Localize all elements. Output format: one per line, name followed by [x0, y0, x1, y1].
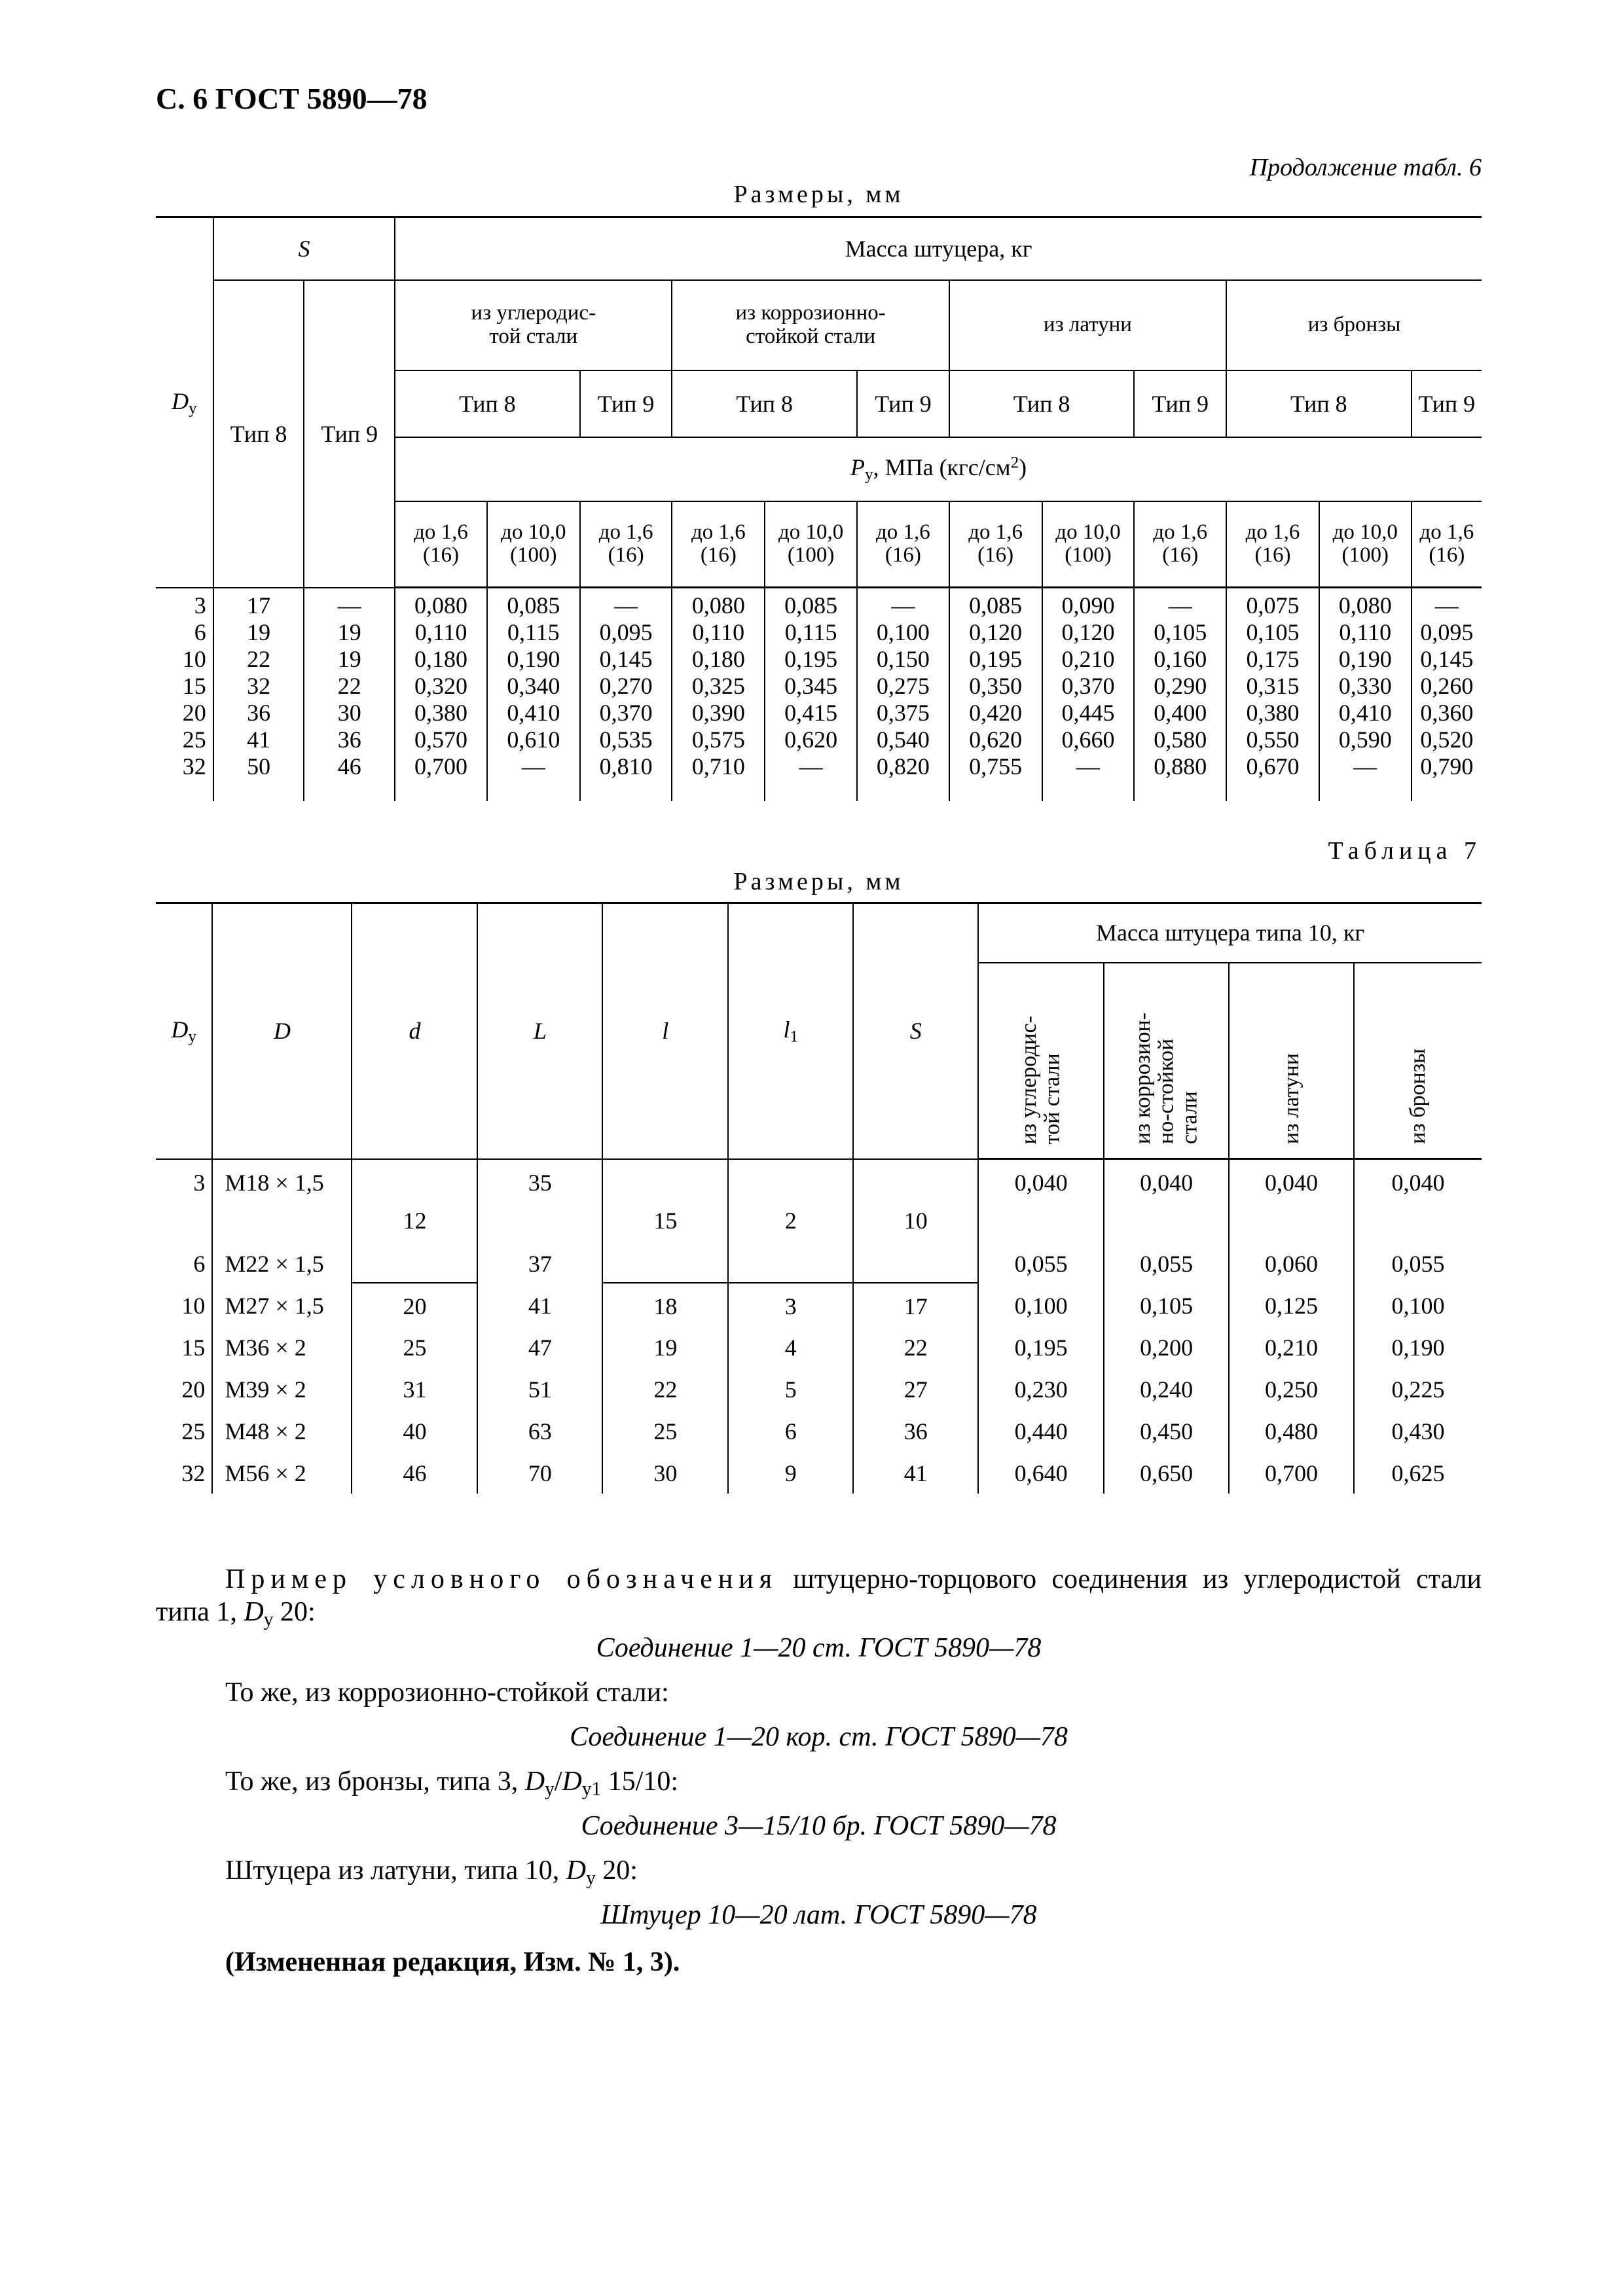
t7-header-stainless: из коррозион- но-стойкой стали	[1104, 963, 1229, 1159]
col-brass-8-100: 0,090 0,120 0,210 0,370 0,445 0,660 —	[1042, 588, 1135, 801]
cell-mass-bronze: 0,100	[1354, 1283, 1482, 1325]
table-7	[156, 902, 1482, 1494]
header-material-brass: из латуни	[949, 280, 1226, 370]
cell-L: 41	[477, 1283, 602, 1325]
example-designation-2: Соединение 1—20 кор. ст. ГОСТ 5890—78	[570, 1722, 1068, 1752]
header-p100: до 10,0 (100)	[765, 501, 857, 588]
header-pressure: $P_у$, МПа $(кгс/см^2)$	[395, 437, 1482, 501]
cell-d: 25	[352, 1325, 477, 1367]
t7-header-S: S	[853, 903, 978, 1159]
cell-dy: 10	[156, 1283, 212, 1325]
cell-l1: 6	[728, 1408, 853, 1450]
cell-D: M39 × 2	[212, 1367, 352, 1408]
table-row	[156, 1325, 1482, 1367]
cell-S: 41	[853, 1450, 978, 1494]
table-6	[156, 216, 1482, 801]
header-tip8: Тип 8	[1226, 370, 1412, 437]
cell-dy: 20	[156, 1367, 212, 1408]
header-material-carbon: из углеродис- той стали	[395, 280, 672, 370]
header-material-stainless: из коррозионно- стойкой стали	[672, 280, 949, 370]
t7-header-carbon: из углеродис- той стали	[978, 963, 1104, 1159]
cell-S: 22	[853, 1325, 978, 1367]
cell-mass-bronze: 0,190	[1354, 1325, 1482, 1367]
t7-header-dy: $D_у$	[156, 903, 212, 1159]
header-tip9: Тип 9	[857, 370, 949, 437]
t7-header-mass: Масса штуцера типа 10, кг	[978, 903, 1482, 963]
col-carbon-9-16: — 0,095 0,145 0,270 0,370 0,535 0,810	[580, 588, 672, 801]
cell-mass-carbon: 0,195	[978, 1325, 1104, 1367]
header-p16: до 1,6 (16)	[672, 501, 765, 588]
cell-l: 30	[602, 1450, 728, 1494]
header-s-tip8: Тип 8	[213, 280, 304, 588]
cell-mass-stainless: 0,240	[1104, 1367, 1229, 1408]
cell-l1: 3	[728, 1283, 853, 1325]
cell-mass-stainless: 0,450	[1104, 1408, 1229, 1450]
cell-mass-brass: 0,210	[1229, 1325, 1354, 1367]
example-line-3: То же, из бронзы, типа 3, $D_у/D_{у1}$ 15/10:	[225, 1767, 679, 1800]
table6-continuation-label: Продолжение табл. 6	[1249, 154, 1482, 181]
t7-header-D: D	[212, 903, 352, 1159]
col-brass-9-16: — 0,105 0,160 0,290 0,400 0,580 0,880	[1134, 588, 1226, 801]
col-dy-values: 3 6 10 15 20 25 32	[156, 588, 213, 801]
cell-S: 17	[853, 1283, 978, 1325]
cell-L: 37	[477, 1241, 602, 1283]
header-p16: до 1,6 (16)	[580, 501, 672, 588]
col-carbon-8-100: 0,085 0,115 0,190 0,340 0,410 0,610 —	[487, 588, 580, 801]
header-tip8: Тип 8	[672, 370, 857, 437]
col-brass-8-16: 0,085 0,120 0,195 0,350 0,420 0,620 0,755	[949, 588, 1042, 801]
cell-dy: 15	[156, 1325, 212, 1367]
col-bronze-9-16: — 0,095 0,145 0,260 0,360 0,520 0,790	[1412, 588, 1482, 801]
t7-header-l1: $l_1$	[728, 903, 853, 1159]
table-row	[156, 1450, 1482, 1494]
cell-D: M18 × 1,5	[212, 1159, 352, 1201]
t7-header-d: d	[352, 903, 477, 1159]
header-p16: до 1,6 (16)	[1412, 501, 1482, 588]
cell-mass-bronze: 0,430	[1354, 1408, 1482, 1450]
cell-mass-stainless: 0,650	[1104, 1450, 1229, 1494]
cell-L: 35	[477, 1159, 602, 1201]
cell-D: M27 × 1,5	[212, 1283, 352, 1325]
example-line-4: Штуцера из латуни, типа 10, $D_у$ 20:	[225, 1856, 638, 1889]
header-tip9: Тип 9	[1412, 370, 1482, 437]
cell-mass-carbon: 0,040	[978, 1159, 1104, 1201]
header-p16: до 1,6 (16)	[1134, 501, 1226, 588]
header-tip8: Тип 8	[395, 370, 580, 437]
table-row	[156, 1283, 1482, 1325]
example-designation-3: Соединение 3—15/10 бр. ГОСТ 5890—78	[581, 1811, 1057, 1841]
cell-D: M56 × 2	[212, 1450, 352, 1494]
header-tip8: Тип 8	[949, 370, 1135, 437]
cell-mass-brass: 0,480	[1229, 1408, 1354, 1450]
cell-l: 22	[602, 1367, 728, 1408]
cell-mass-carbon: 0,100	[978, 1283, 1104, 1325]
cell-l1: 9	[728, 1450, 853, 1494]
cell-mass-brass: 0,125	[1229, 1283, 1354, 1325]
page-header: С. 6 ГОСТ 5890—78	[156, 82, 428, 115]
header-p16: до 1,6 (16)	[857, 501, 949, 588]
example-paragraph: Пример условного обозначения штуцерно-торцового соединения из углеродистой стали типа 1, $D_у$ 20:	[156, 1564, 1482, 1630]
col-stainless-8-16: 0,080 0,110 0,180 0,325 0,390 0,575 0,710	[672, 588, 765, 801]
header-p100: до 10,0 (100)	[1319, 501, 1412, 588]
cell-L: 47	[477, 1325, 602, 1367]
table7-title: Таблица 7	[1328, 837, 1482, 865]
cell-mass-stainless: 0,055	[1104, 1241, 1229, 1283]
cell-L: 63	[477, 1408, 602, 1450]
cell-l: 25	[602, 1408, 728, 1450]
table6-units: Размеры, мм	[733, 181, 904, 208]
cell-L: 70	[477, 1450, 602, 1494]
example-designation-4: Штуцер 10—20 лат. ГОСТ 5890—78	[600, 1900, 1037, 1930]
header-p16: до 1,6 (16)	[949, 501, 1042, 588]
cell-l-merged: 15	[602, 1159, 728, 1283]
col-stainless-9-16: — 0,100 0,150 0,275 0,375 0,540 0,820	[857, 588, 949, 801]
example-designation-1: Соединение 1—20 ст. ГОСТ 5890—78	[596, 1633, 1042, 1663]
cell-L: 51	[477, 1367, 602, 1408]
header-p16: до 1,6 (16)	[395, 501, 487, 588]
header-p100: до 10,0 (100)	[487, 501, 580, 588]
cell-S: 36	[853, 1408, 978, 1450]
t7-header-L: L	[477, 903, 602, 1159]
cell-d: 31	[352, 1367, 477, 1408]
t7-header-brass: из латуни	[1229, 963, 1354, 1159]
header-material-bronze: из бронзы	[1226, 280, 1482, 370]
col-s9-values: — 19 19 22 30 36 46	[304, 588, 395, 801]
header-s: S	[213, 217, 395, 280]
t7-header-l: l	[602, 903, 728, 1159]
cell-mass-stainless: 0,040	[1104, 1159, 1229, 1201]
cell-D: M48 × 2	[212, 1408, 352, 1450]
col-bronze-8-100: 0,080 0,110 0,190 0,330 0,410 0,590 —	[1319, 588, 1412, 801]
cell-dy: 3	[156, 1159, 212, 1201]
cell-mass-brass: 0,060	[1229, 1241, 1354, 1283]
cell-l1: 5	[728, 1367, 853, 1408]
cell-d-merged: 12	[352, 1159, 477, 1283]
cell-mass-carbon: 0,230	[978, 1367, 1104, 1408]
header-tip9: Тип 9	[580, 370, 672, 437]
table-row	[156, 1159, 1482, 1201]
cell-mass-brass: 0,040	[1229, 1159, 1354, 1201]
example-line-2: То же, из коррозионно-стойкой стали:	[225, 1677, 669, 1708]
cell-mass-brass: 0,250	[1229, 1367, 1354, 1408]
col-bronze-8-16: 0,075 0,105 0,175 0,315 0,380 0,550 0,670	[1226, 588, 1319, 801]
col-s8-values: 17 19 22 32 36 41 50	[213, 588, 304, 801]
cell-dy: 6	[156, 1241, 212, 1283]
header-mass: Масса штуцера, кг	[395, 217, 1482, 280]
t7-header-bronze: из бронзы	[1354, 963, 1482, 1159]
cell-mass-carbon: 0,440	[978, 1408, 1104, 1450]
cell-S: 27	[853, 1367, 978, 1408]
cell-S-merged: 10	[853, 1159, 978, 1283]
revision-note: (Измененная редакция, Изм. № 1, 3).	[225, 1947, 680, 1977]
cell-mass-bronze: 0,040	[1354, 1159, 1482, 1201]
header-s-tip9: Тип 9	[304, 280, 395, 588]
cell-l1: 4	[728, 1325, 853, 1367]
cell-l: 19	[602, 1325, 728, 1367]
cell-mass-stainless: 0,200	[1104, 1325, 1229, 1367]
col-stainless-8-100: 0,085 0,115 0,195 0,345 0,415 0,620 —	[765, 588, 857, 801]
col-carbon-8-16: 0,080 0,110 0,180 0,320 0,380 0,570 0,700	[395, 588, 487, 801]
table-row	[156, 1408, 1482, 1450]
header-p100: до 10,0 (100)	[1042, 501, 1135, 588]
cell-mass-stainless: 0,105	[1104, 1283, 1229, 1325]
cell-d: 40	[352, 1408, 477, 1450]
header-dy: $D_у$	[156, 217, 213, 588]
cell-mass-carbon: 0,640	[978, 1450, 1104, 1494]
cell-D: M36 × 2	[212, 1325, 352, 1367]
cell-mass-bronze: 0,625	[1354, 1450, 1482, 1494]
cell-mass-carbon: 0,055	[978, 1241, 1104, 1283]
cell-d: 20	[352, 1283, 477, 1325]
header-p16: до 1,6 (16)	[1226, 501, 1319, 588]
cell-mass-brass: 0,700	[1229, 1450, 1354, 1494]
table-row	[156, 1367, 1482, 1408]
cell-dy: 32	[156, 1450, 212, 1494]
cell-dy: 25	[156, 1408, 212, 1450]
header-tip9: Тип 9	[1134, 370, 1226, 437]
cell-l: 18	[602, 1283, 728, 1325]
cell-mass-bronze: 0,055	[1354, 1241, 1482, 1283]
cell-mass-bronze: 0,225	[1354, 1367, 1482, 1408]
table7-units: Размеры, мм	[733, 868, 904, 895]
cell-l1-merged: 2	[728, 1159, 853, 1283]
cell-d: 46	[352, 1450, 477, 1494]
cell-D: M22 × 1,5	[212, 1241, 352, 1283]
